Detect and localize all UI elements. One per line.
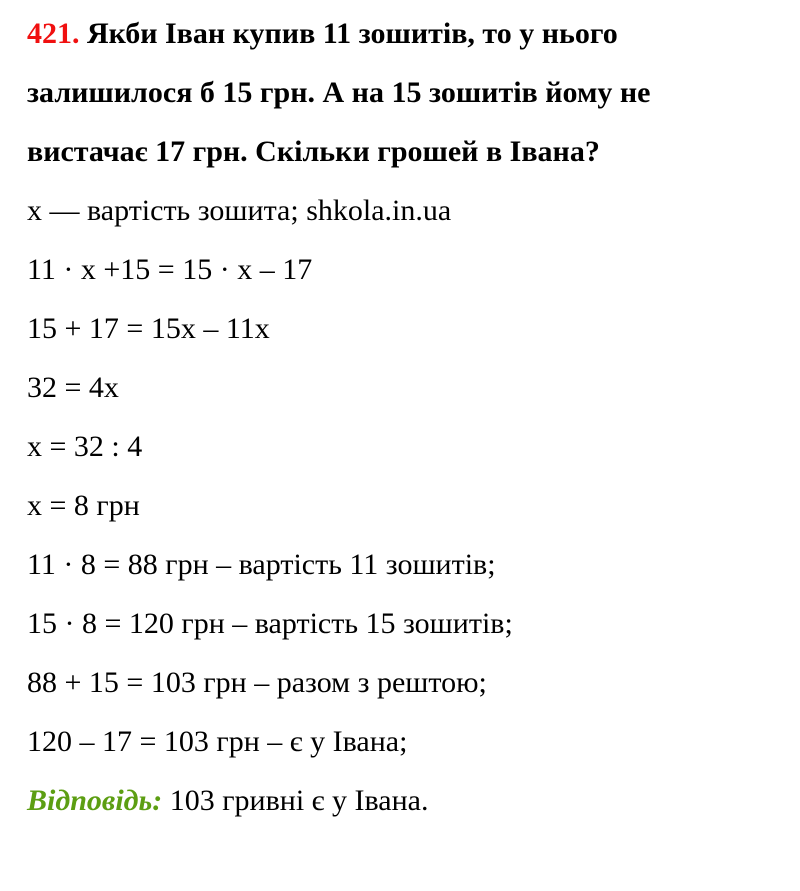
problem-number: 421. (27, 17, 80, 50)
document-body (27, 4, 800, 830)
problem-statement-line-3: вистачає 17 грн. Скільки грошей в Івана? (27, 135, 600, 168)
solution-step-cost-15: 15 · 8 = 120 грн – вартість 15 зошитів; (27, 607, 513, 640)
solution-step-check: 120 – 17 = 103 грн – є у Івана; (27, 725, 408, 758)
answer-label: Відповідь: (27, 784, 163, 817)
solution-variable-definition: x — вартість зошита; shkola.in.ua (27, 194, 452, 227)
problem-statement-line-1 (27, 4, 800, 63)
solution-step-x-value: x = 8 грн (27, 489, 140, 522)
solution-step-total-with-change: 88 + 15 = 103 грн – разом з рештою; (27, 666, 487, 699)
answer-text: 103 гривні є у Івана. (162, 784, 429, 817)
solution-equation: 11 · x +15 = 15 · x – 17 (27, 253, 313, 286)
problem-text: Якби Іван купив 11 зошитів, то у нього (87, 17, 618, 50)
answer-line (27, 771, 800, 830)
solution-step-regroup: 15 + 17 = 15x – 11x (27, 312, 270, 345)
solution-step-cost-11: 11 · 8 = 88 грн – вартість 11 зошитів; (27, 548, 496, 581)
solution-step-simplify: 32 = 4x (27, 371, 119, 404)
problem-statement-line-2: залишилося б 15 грн. А на 15 зошитів йому не (27, 76, 651, 109)
solution-step-divide: x = 32 : 4 (27, 430, 143, 463)
